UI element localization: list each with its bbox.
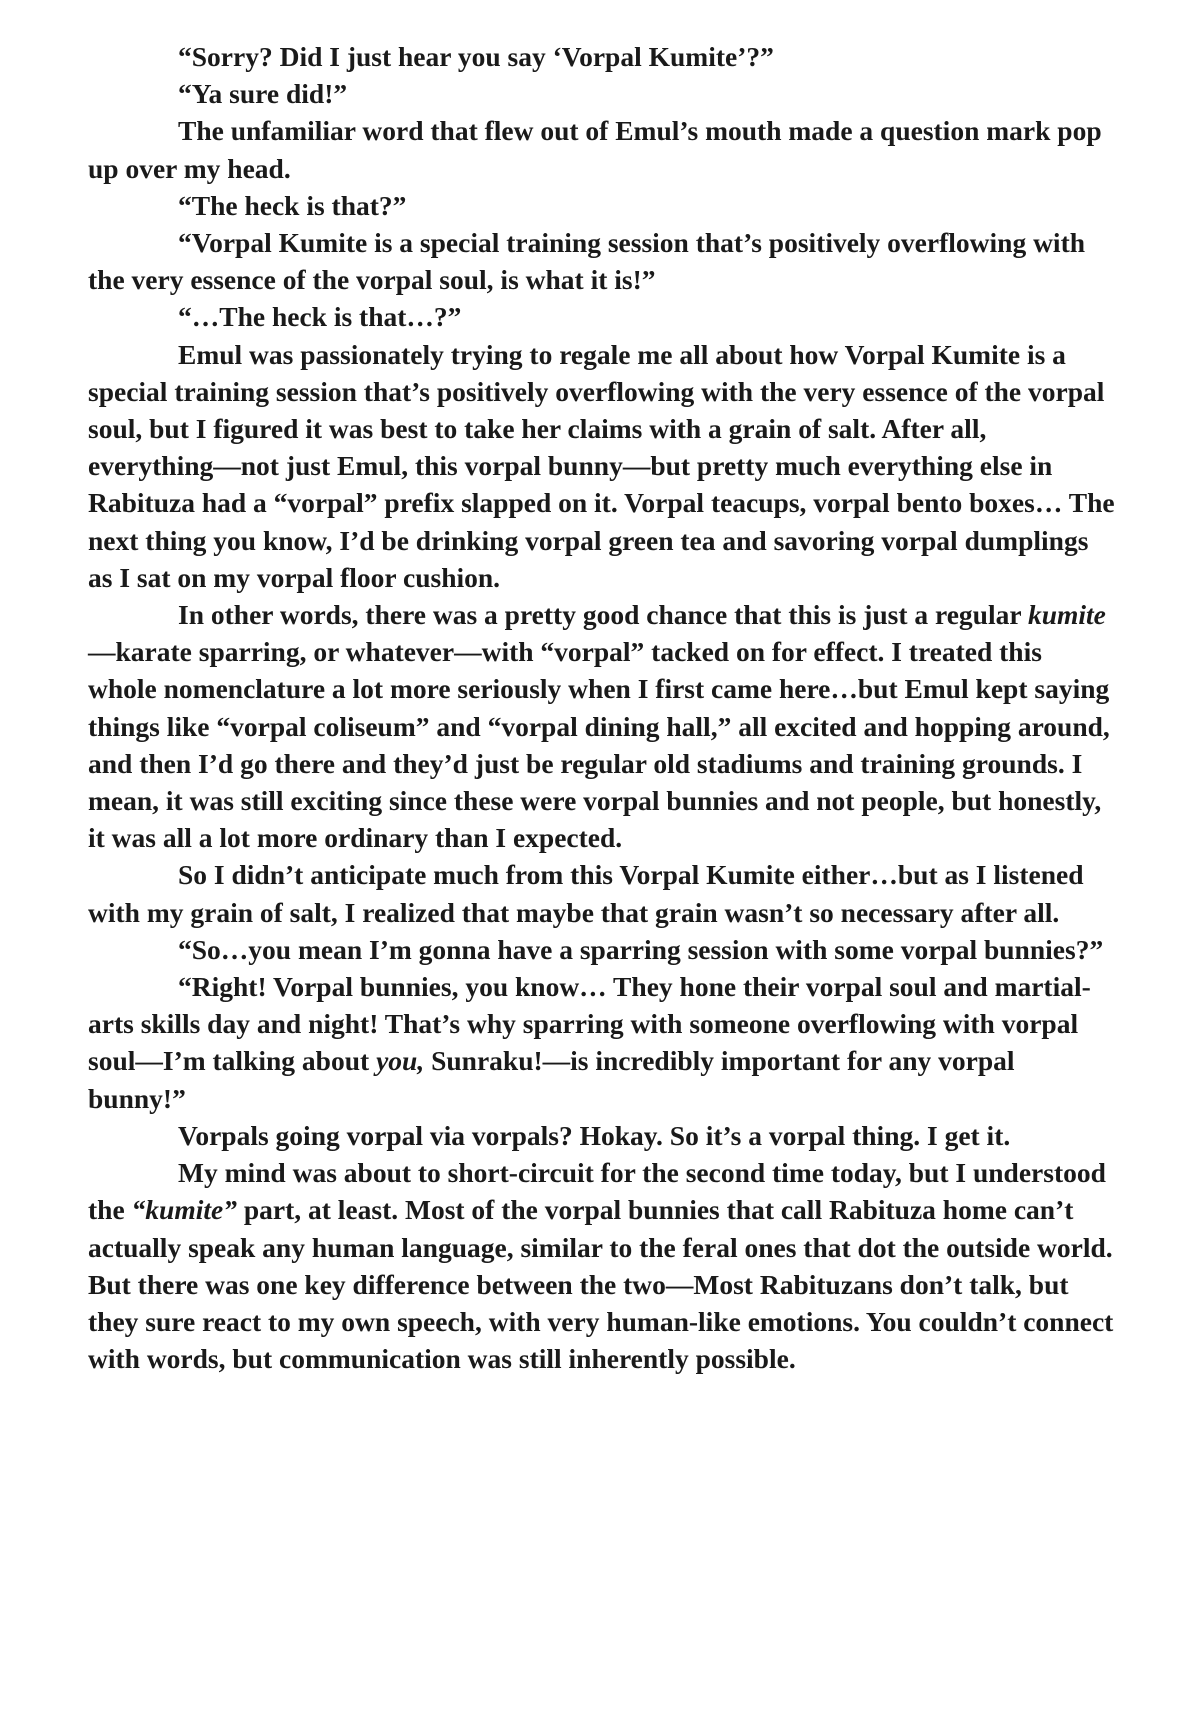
paragraph [88, 1117, 1116, 1154]
page-body [88, 38, 1116, 1377]
paragraph [88, 856, 1116, 930]
paragraph [88, 112, 1116, 186]
paragraph-text: “…The heck is that…?” [178, 301, 462, 333]
paragraph-text: Sunraku!—is incredibly important for any vorpal bunny!” [88, 1045, 1015, 1114]
paragraph [88, 931, 1116, 968]
italic-text: kumite [1027, 599, 1106, 631]
paragraph [88, 187, 1116, 224]
paragraph [88, 1154, 1116, 1377]
paragraph [88, 224, 1116, 298]
paragraph-text: part, at least. Most of the vorpal bunnies that call Rabituza home can’t actually speak any human language, similar to the feral ones that dot the outside world. But there was one key difference between the two—Most Rabituzans don’t talk, but they sure react to my own speech, with very human-like emotions. You couldn’t connect with words, but communication was still inherently possible. [88, 1194, 1114, 1375]
paragraph [88, 75, 1116, 112]
paragraph-text: “So…you mean I’m gonna have a sparring session with some vorpal bunnies?” [178, 933, 1104, 965]
paragraph-text: “Sorry? Did I just hear you say ‘Vorpal Kumite’?” [178, 41, 774, 72]
paragraph-text: “Vorpal Kumite is a special training session that’s positively overflowing with the very essence of the vorpal soul, is what it is!” [88, 227, 1086, 296]
paragraph [88, 336, 1116, 596]
paragraph [88, 38, 1116, 75]
paragraph [88, 298, 1116, 335]
paragraph-text: Vorpals going vorpal via vorpals? Hokay. So it’s a vorpal thing. I get it. [178, 1119, 1011, 1151]
paragraph-text: So I didn’t anticipate much from this Vorpal Kumite either…but as I listened with my grain of salt, I realized that maybe that grain wasn’t so necessary after all. [88, 859, 1084, 928]
paragraph-text: “The heck is that?” [178, 189, 407, 221]
paragraph-text: Emul was passionately trying to regale me all about how Vorpal Kumite is a special training session that’s positively overflowing with the very essence of the vorpal soul, but I figured it was best to take her claims with a grain of salt. After all, everything—not just Emul, this vorpal bunny—but pretty much everything else in Rabituza had a “vorpal” prefix slapped on it. Vorpal teacups, vorpal bento boxes… The next thing you know, I’d be drinking vorpal green tea and savoring vorpal dumplings as I sat on my vorpal floor cushion. [88, 338, 1115, 593]
paragraph-text: In other words, there was a pretty good chance that this is just a regular [178, 599, 1028, 631]
paragraph-text: My mind was about to short-circuit for the second time today, but I understood the [88, 1157, 1106, 1226]
paragraph-text: —karate sparring, or whatever—with “vorpal” tacked on for effect. I treated this whole nomenclature a lot more seriously when I first came here…but Emul kept saying things like “vorpal coliseum” and “vorpal dining hall,” all excited and hopping around, and then I’d go there and they’d just be regular old stadiums and training grounds. I mean, it was still exciting since these were vorpal bunnies and not people, but honestly, it was all a lot more ordinary than I expected. [88, 636, 1110, 854]
italic-text: “kumite” [131, 1194, 237, 1226]
paragraph [88, 596, 1116, 856]
paragraph-text: The unfamiliar word that flew out of Emul’s mouth made a question mark pop up over my head. [88, 115, 1102, 184]
italic-text: you, [376, 1045, 425, 1077]
paragraph-text: “Ya sure did!” [178, 78, 348, 110]
paragraph-text: “Right! Vorpal bunnies, you know… They hone their vorpal soul and martial-arts skills day and night! That’s why sparring with someone overflowing with vorpal soul—I’m talking about [88, 971, 1091, 1077]
paragraph [88, 968, 1116, 1117]
